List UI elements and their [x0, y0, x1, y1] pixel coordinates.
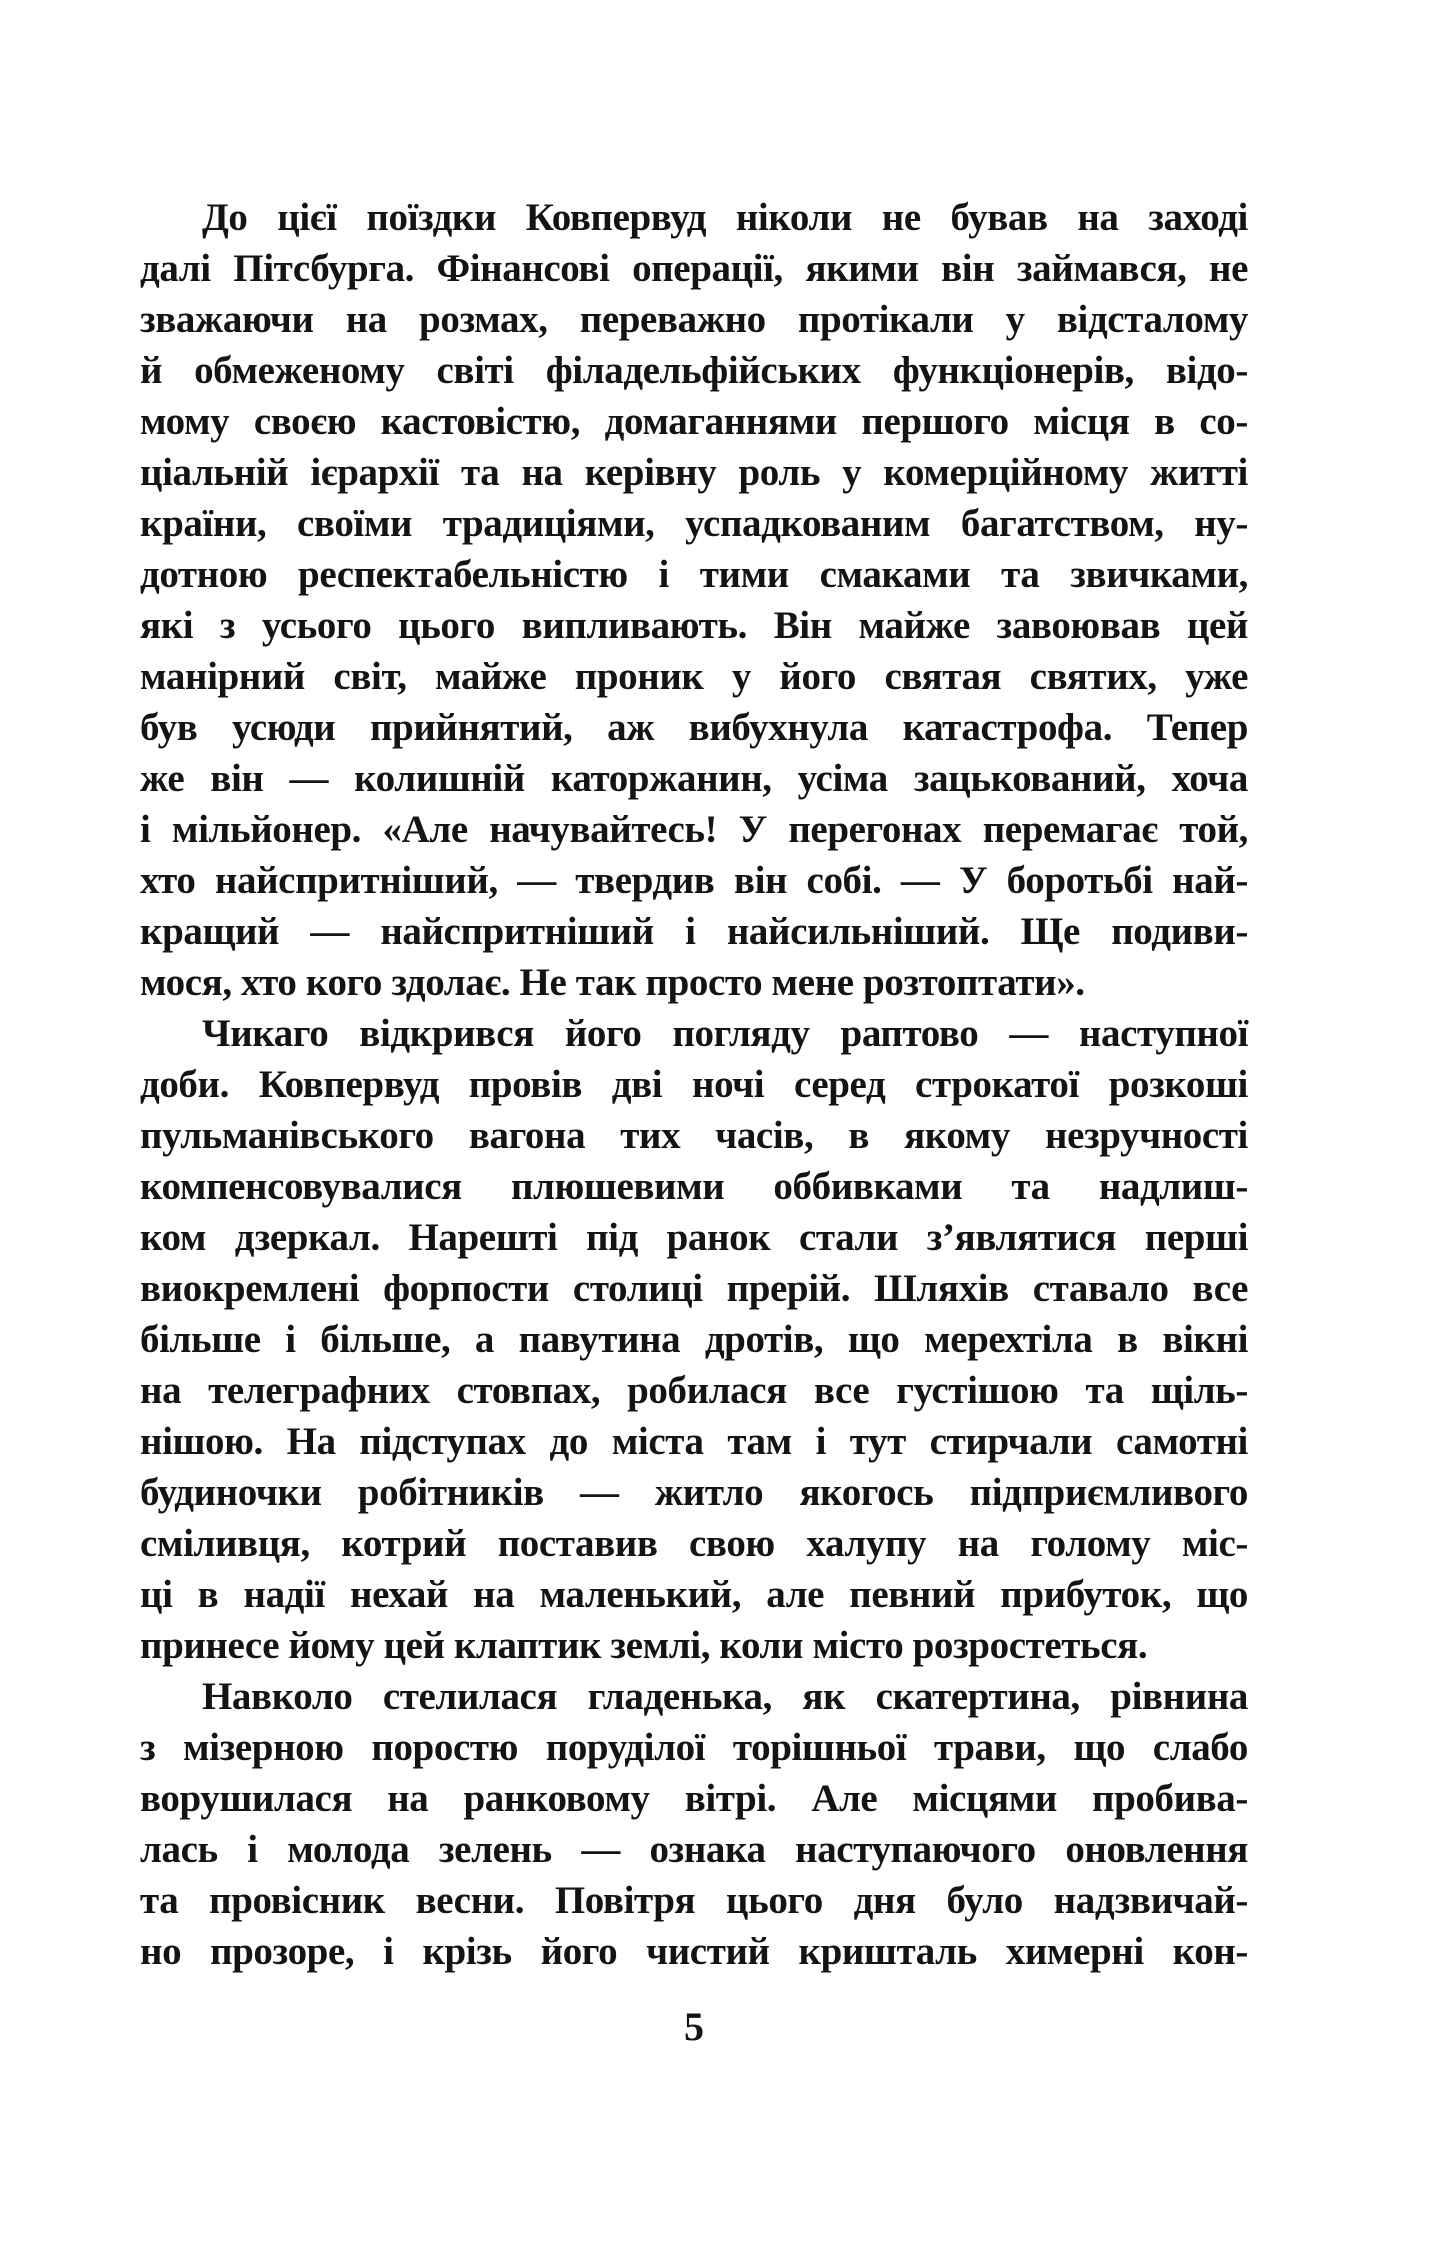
- text-line: ворушилася на ранковому вітрі. Але місцями пробива-: [140, 1777, 1248, 1820]
- text-line: які з усього цього випливають. Він майже завоював цей: [140, 604, 1248, 647]
- text-line: манірний світ, майже проник у його святая святих, уже: [140, 655, 1248, 698]
- text-line: хто найспритніший, — твердив він собі. — У боротьбі най-: [140, 859, 1248, 902]
- text-line: країни, своїми традиціями, успадкованим багатством, ну-: [140, 502, 1248, 545]
- text-line: з мізерною поростю поруділої торішньої трави, що слабо: [140, 1726, 1248, 1769]
- text-line: мося, хто кого здолає. Не так просто мене розтоптати».: [140, 961, 1085, 1004]
- text-line: Навколо стелилася гладенька, як скатертина, рівнина: [202, 1675, 1248, 1718]
- text-line: дотною респектабельністю і тими смаками та звичками,: [140, 553, 1248, 596]
- page-number: 5: [684, 2004, 704, 2049]
- text-line: будиночки робітників — житло якогось підприємливого: [140, 1471, 1248, 1514]
- text-line: До цієї поїздки Ковпервуд ніколи не бував на заході: [202, 196, 1248, 239]
- text-line: й обмеженому світі філадельфійських функціонерів, відо-: [140, 349, 1248, 392]
- paragraph: [140, 1008, 1248, 1671]
- text-line: ком дзеркал. Нарешті під ранок стали з’являтися перші: [140, 1216, 1248, 1259]
- paragraph: [140, 192, 1248, 1008]
- text-line: же він — колишній каторжанин, усіма зацькований, хоча: [140, 757, 1248, 800]
- text-line: виокремлені форпости столиці прерій. Шляхів ставало все: [140, 1267, 1248, 1310]
- text-line: далі Пітсбурга. Фінансові операції, якими він займався, не: [140, 247, 1248, 290]
- text-line: нішою. На підступах до міста там і тут стирчали самотні: [140, 1420, 1248, 1463]
- text-line: більше і більше, а павутина дротів, що мерехтіла в вікні: [140, 1318, 1248, 1361]
- text-line: пульманівського вагона тих часів, в якому незручності: [140, 1114, 1248, 1157]
- text-line: принесе йому цей клаптик землі, коли місто розростеться.: [140, 1624, 1148, 1667]
- text-line: ці в надії нехай на маленький, але певний прибуток, що: [140, 1573, 1248, 1616]
- text-line: компенсовувалися плюшевими оббивками та надлиш-: [140, 1165, 1248, 1208]
- page-text-block: [140, 192, 1248, 1977]
- text-line: сміливця, котрий поставив свою халупу на голому міс-: [140, 1522, 1248, 1565]
- text-line: був усюди прийнятий, аж вибухнула катастрофа. Тепер: [140, 706, 1248, 749]
- text-line: зважаючи на розмах, переважно протікали у відсталому: [140, 298, 1248, 341]
- text-line: мому своєю кастовістю, домаганнями першого місця в со-: [140, 400, 1248, 443]
- paragraph: [140, 1671, 1248, 1977]
- text-line: ціальній ієрархії та на керівну роль у комерційному житті: [140, 451, 1248, 494]
- text-line: лась і молода зелень — ознака наступаючого оновлення: [140, 1828, 1248, 1871]
- text-line: і мільйонер. «Але начувайтесь! У перегонах перемагає той,: [140, 808, 1248, 851]
- text-line: на телеграфних стовпах, робилася все густішою та щіль-: [140, 1369, 1248, 1412]
- text-line: Чикаго відкрився його погляду раптово — наступної: [202, 1012, 1248, 1055]
- text-line: доби. Ковпервуд провів дві ночі серед строкатої розкоші: [140, 1063, 1248, 1106]
- text-line: но прозоре, і крізь його чистий кришталь химерні кон-: [140, 1930, 1248, 1973]
- text-line: та провісник весни. Повітря цього дня було надзвичай-: [140, 1879, 1248, 1922]
- text-line: кращий — найспритніший і найсильніший. Ще подиви-: [140, 910, 1248, 953]
